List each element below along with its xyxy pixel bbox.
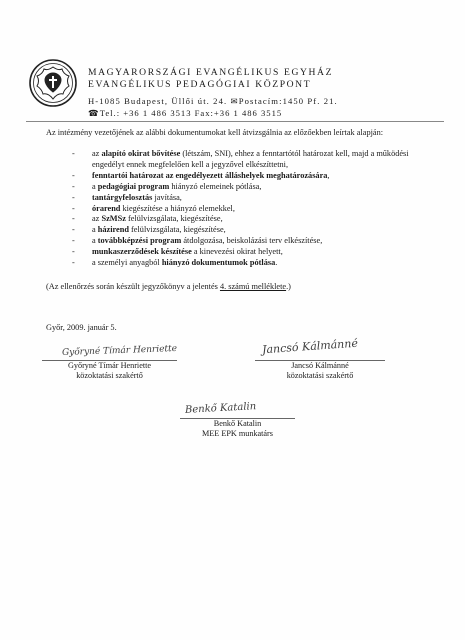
- signature-2-handwriting: Jancsó Kálmánné: [261, 336, 359, 357]
- list-item: - fenntartói határozat az engedélyezett álláshelyek meghatározására,: [72, 171, 442, 182]
- signature-2-role: közoktatási szakértő: [286, 371, 354, 381]
- signature-3-block: [180, 419, 295, 440]
- list-item: - munkaszerződések készítése a kinevezési okirat helyett,: [72, 247, 442, 258]
- signature-3-handwriting: Benkő Katalin: [184, 401, 257, 416]
- signature-2-name: Jancsó Kálmánné: [291, 361, 349, 370]
- appendix-reference: 4. számú melléklete: [219, 282, 287, 291]
- list-item: - az alapító okirat bővítése (létszám, SNI), ehhez a fenntartótól határozat kell, majd a működési engedélyt ennek megfelelően kell a jegyzővel elkészíttetni,: [72, 149, 442, 171]
- list-item: - a pedagógiai program hiányzó elemeinek pótlása,: [72, 182, 442, 193]
- list-item: - a házirend felülvizsgálata, kiegészítése,: [72, 225, 442, 236]
- luther-rose-logo: [28, 58, 78, 108]
- list-item: - a személyi anyagból hiányzó dokumentumok pótlása.: [72, 258, 442, 269]
- required-documents-list: [72, 149, 442, 269]
- closing-note: (Az ellenőrzés során készült jegyzőkönyv a jelentés 4. számú melléklete.): [46, 282, 291, 291]
- org-name-line-1: MAGYARORSZÁGI EVANGÉLIKUS EGYHÁZ: [88, 67, 334, 78]
- date-line: Győr, 2009. január 5.: [46, 323, 117, 332]
- signature-1-handwriting: Győryné Tímár Henriette: [61, 343, 178, 359]
- signature-3-name: Benkő Katalin: [213, 419, 262, 428]
- list-item: - órarend kiegészítése a hiányzó elemekkel,: [72, 204, 442, 215]
- signature-3-role: MEE EPK munkatárs: [202, 429, 273, 439]
- signature-1-role: közoktatási szakértő: [76, 371, 143, 381]
- org-address: H-1085 Budapest, Üllői út. 24. ✉Postacím:1450 Pf. 21.: [88, 96, 338, 106]
- signature-2-block: [255, 361, 385, 382]
- list-item: - a továbbképzési program átdolgozása, beiskolázási terv elkészítése,: [72, 236, 442, 247]
- org-name-line-2: EVANGÉLIKUS PEDAGÓGIAI KÖZPONT: [88, 79, 312, 90]
- org-phone-fax: ☎Tel.: +36 1 486 3513 Fax:+36 1 486 3515: [88, 108, 283, 118]
- signature-1-block: [42, 361, 177, 382]
- list-item: - tantárgyfelosztás javítása,: [72, 193, 442, 204]
- intro-paragraph: Az intézmény vezetőjének az alábbi dokumentumokat kell átvizsgálnia az előzőekben leírtak alapján:: [46, 128, 384, 137]
- letterhead-divider: [26, 121, 444, 122]
- list-item: - az SzMSz felülvizsgálata, kiegészítése,: [72, 214, 442, 225]
- signature-1-name: Győryné Tímár Henriette: [67, 361, 152, 370]
